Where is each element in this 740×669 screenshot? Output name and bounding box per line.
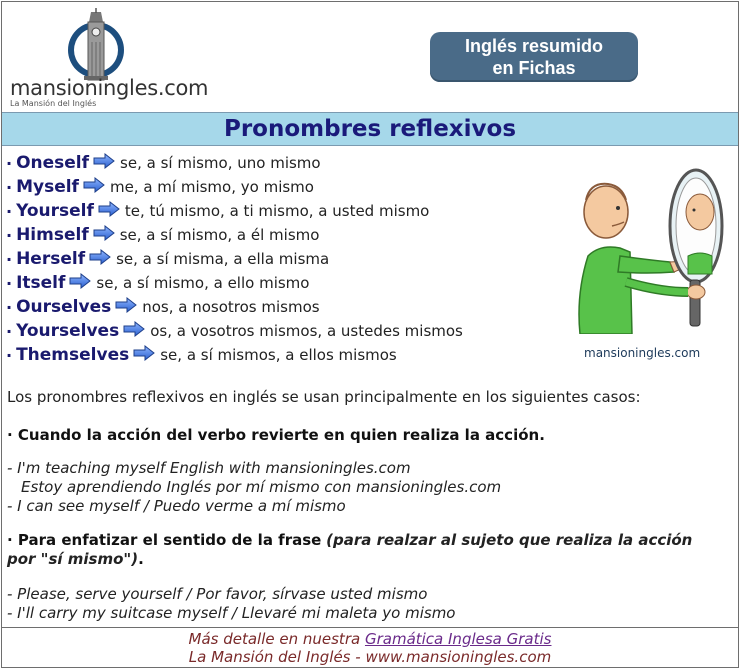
bullet: · [6, 153, 13, 173]
right-arrow-icon [89, 249, 111, 265]
pronoun-row [6, 343, 566, 367]
case2-heading-bold: · Para enfatizar el sentido de la frase [7, 531, 322, 549]
right-arrow-icon [123, 321, 145, 337]
ficha-badge [430, 32, 638, 82]
pronoun-meaning: me, a mí mismo, yo mismo [109, 178, 314, 196]
pronoun-list [6, 151, 566, 367]
case2-example-2: - I'll carry my suitcase myself / Llevaré mi maleta yo mismo [7, 604, 456, 622]
logo-text[interactable]: mansioningles.com [10, 76, 209, 100]
pronoun-meaning: nos, a nosotros mismos [142, 298, 320, 316]
case1-example-1-translation: Estoy aprendiendo Inglés por mí mismo con mansioningles.com [21, 478, 502, 496]
grammar-link[interactable]: Gramática Inglesa Gratis [364, 630, 552, 648]
right-arrow-icon [69, 273, 91, 289]
pronoun-term: Himself [16, 225, 89, 245]
man-mirror-illustration [570, 164, 730, 334]
right-arrow-icon [83, 177, 105, 193]
pronoun-meaning: te, tú mismo, a ti mismo, a usted mismo [124, 202, 430, 220]
pronoun-row [6, 199, 566, 223]
bullet: · [6, 249, 13, 269]
pronoun-row [6, 175, 566, 199]
bullet: · [6, 177, 13, 197]
case2-heading-line1 [7, 531, 692, 549]
pronoun-row [6, 247, 566, 271]
bullet: · [6, 225, 13, 245]
header [2, 2, 738, 113]
bullet: · [6, 297, 13, 317]
pronoun-term: Ourselves [16, 297, 112, 317]
case1-example-1: - I'm teaching myself English with mansioningles.com [7, 459, 411, 477]
case1-example-2: - I can see myself / Puedo verme a mí mismo [7, 497, 346, 515]
badge-line-2: en Fichas [492, 58, 576, 78]
pronoun-meaning: se, a sí mismo, a ello mismo [96, 274, 310, 292]
case2-heading-end: . [138, 550, 144, 568]
pronoun-row [6, 271, 566, 295]
logo-subtext: La Mansión del Inglés [10, 99, 97, 108]
pronoun-term: Itself [16, 273, 66, 293]
bullet: · [6, 201, 13, 221]
footer [2, 627, 738, 668]
footer-line-1 [2, 630, 738, 648]
right-arrow-icon [98, 201, 120, 217]
bullet: · [6, 321, 13, 341]
pronoun-term: Themselves [16, 345, 130, 365]
pronoun-term: Yourself [16, 201, 94, 221]
bullet: · [6, 345, 13, 365]
pronoun-meaning: os, a vosotros mismos, a ustedes mismos [150, 322, 463, 340]
right-arrow-icon [133, 345, 155, 361]
page-title: Pronombres reflexivos [223, 116, 517, 142]
badge-line-1: Inglés resumido [464, 36, 604, 56]
illustration-caption: mansioningles.com [584, 346, 701, 360]
pronoun-meaning: se, a sí mismo, uno mismo [120, 154, 321, 172]
pronoun-row [6, 151, 566, 175]
pronoun-term: Yourselves [16, 321, 120, 341]
case1-heading: · Cuando la acción del verbo revierte en quien realiza la acción. [7, 426, 545, 444]
case2-heading-line2 [7, 550, 144, 568]
intro-text: Los pronombres reflexivos en inglés se usan principalmente en los siguientes casos: [7, 388, 641, 406]
pronoun-row [6, 319, 566, 343]
right-arrow-icon [93, 153, 115, 169]
pronoun-meaning: se, a sí misma, a ella misma [116, 250, 330, 268]
pronoun-term: Herself [16, 249, 86, 269]
page-frame [1, 1, 739, 668]
case2-heading-italic-1: (para realzar al sujeto que realiza la acción [326, 531, 693, 549]
pronoun-meaning: se, a sí mismos, a ellos mismos [160, 346, 397, 364]
pronoun-row [6, 295, 566, 319]
case2-example-1: - Please, serve yourself / Por favor, sírvase usted mismo [7, 585, 428, 603]
bullet: · [6, 273, 13, 293]
pronoun-term: Oneself [16, 153, 90, 173]
footer-prefix: Más detalle en nuestra [188, 630, 361, 648]
pronoun-meaning: se, a sí mismo, a él mismo [119, 226, 320, 244]
pronoun-term: Myself [16, 177, 79, 197]
case2-heading-italic-2: por "sí mismo") [7, 550, 139, 568]
right-arrow-icon [93, 225, 115, 241]
right-arrow-icon [115, 297, 137, 313]
title-bar [2, 112, 738, 146]
pronoun-row [6, 223, 566, 247]
footer-line-2: La Mansión del Inglés - www.mansioningles.com [188, 648, 552, 666]
